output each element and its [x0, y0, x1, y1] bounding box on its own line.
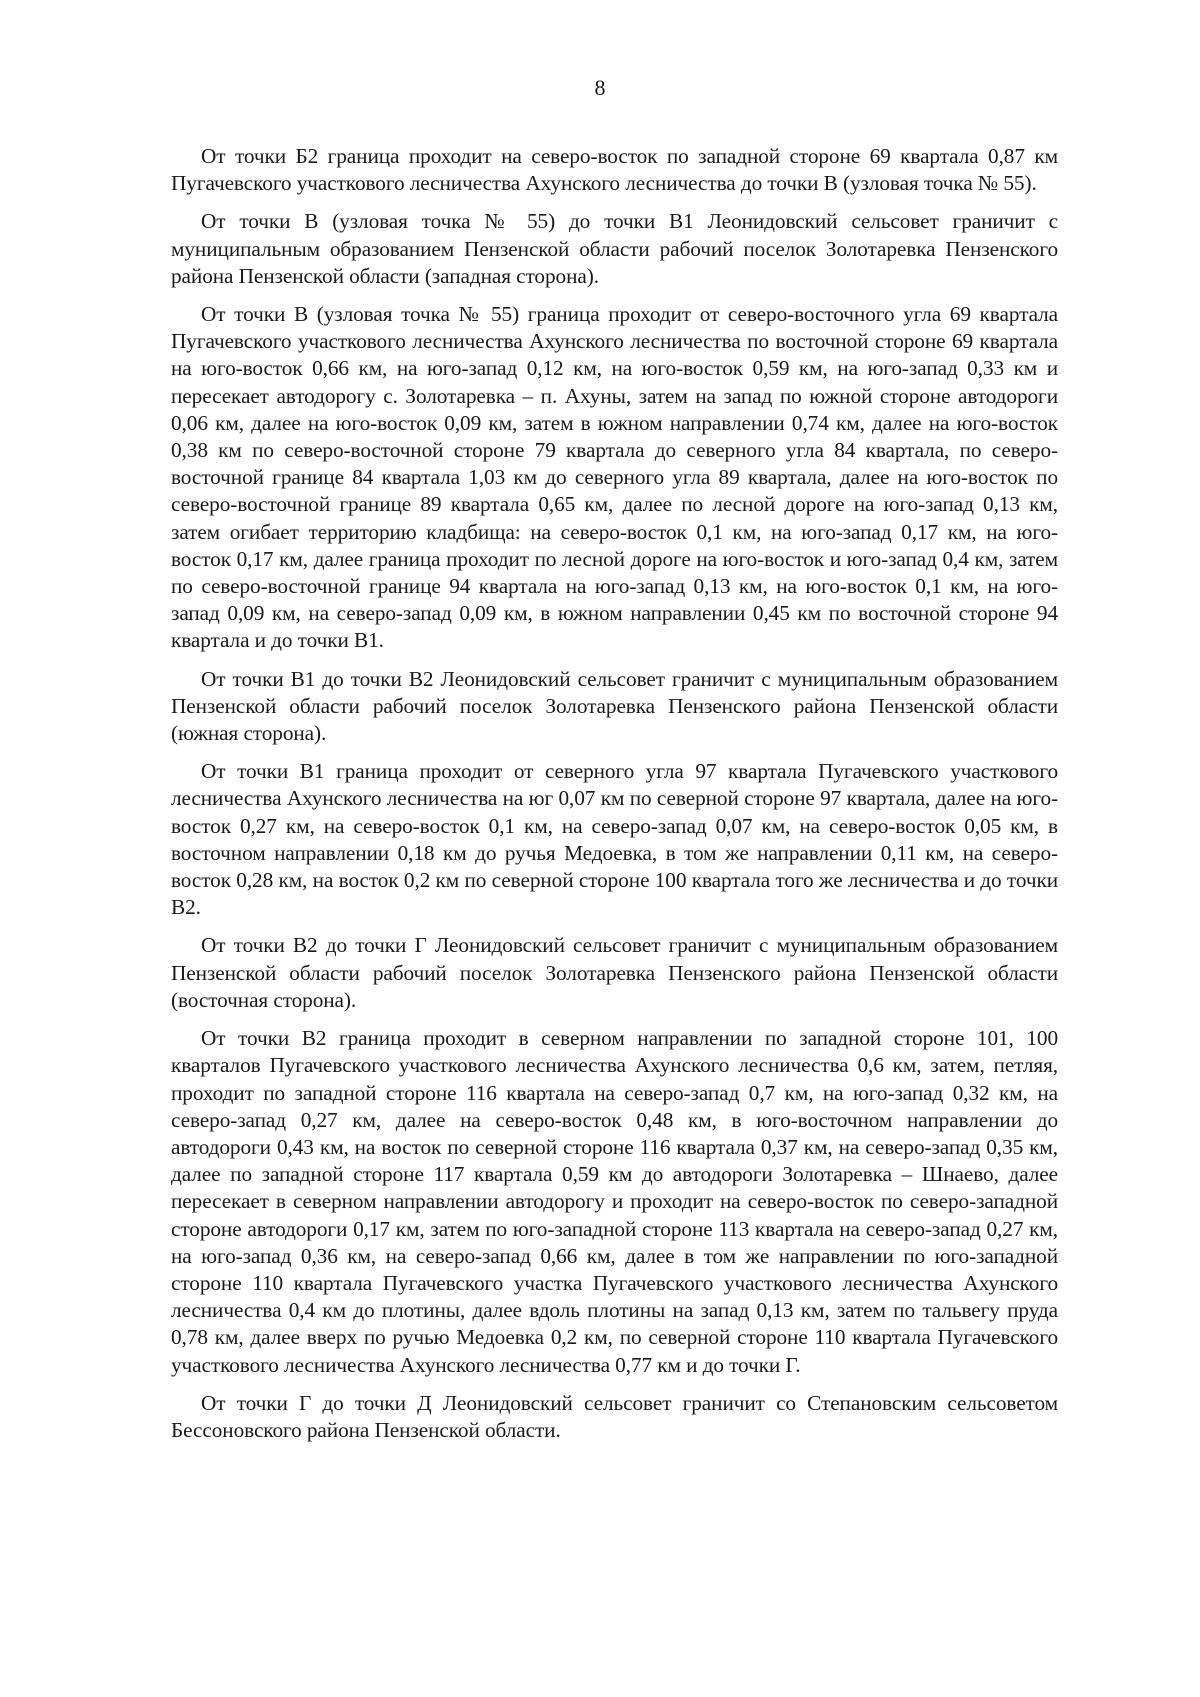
- paragraph-5: От точки В1 граница проходит от северного угла 97 квартала Пугачевского участкового лесничества Ахунского лесничества на юг 0,07 км по северной стороне 97 квартала, далее на юго-восток 0,27 км, на северо-восток 0,1 км, на северо-запад 0,07 км, на северо-восток 0,05 км, в восточном направлении 0,18 км до ручья Медоевка, в том же направлении 0,11 км, на северо-восток 0,28 км, на восток 0,2 км по северной стороне 100 квартала того же лесничества и до точки В2.: [171, 759, 1058, 920]
- paragraph-4: От точки В1 до точки В2 Леонидовский сельсовет граничит с муниципальным образованием Пензенской области рабочий поселок Золотаревка Пензенского района Пензенской области (южная сторона).: [171, 666, 1058, 746]
- page-number: 8: [594, 75, 606, 100]
- paragraph-7: От точки В2 граница проходит в северном направлении по западной стороне 101, 100 кварталов Пугачевского участкового лесничества Ахунского лесничества 0,6 км, затем, петляя, проходит по западной стороне 116 квартала на северо-запад 0,7 км, на юго-запад 0,32 км, на северо-запад 0,27 км, далее на северо-восток 0,48 км, в юго-восточном направлении до автодороги 0,43 км, на восток по северной стороне 116 квартала 0,37 км, на северо-запад 0,35 км, далее по западной стороне 117 квартала 0,59 км до автодороги Золотаревка – Шнаево, далее пересекает в северном направлении автодорогу и проходит на северо-восток по северо-западной стороне автодороги 0,17 км, затем по юго-западной стороне 113 квартала на северо-запад 0,27 км, на юго-запад 0,36 км, на северо-запад 0,66 км, далее в том же направлении по юго-западной стороне 110 квартала Пугачевского участка Пугачевского участкового лесничества Ахунского лесничества 0,4 км до плотины, далее вдоль плотины на запад 0,13 км, затем по тальвегу пруда 0,78 км, далее вверх по ручью Медоевка 0,2 км, по северной стороне 110 квартала Пугачевского участкового лесничества Ахунского лесничества 0,77 км и до точки Г.: [171, 1026, 1058, 1377]
- paragraph-3: От точки В (узловая точка № 55) граница проходит от северо-восточного угла 69 квартала Пугачевского участкового лесничества Ахунского лесничества по восточной стороне 69 квартала на юго-восток 0,66 км, на юго-запад 0,12 км, на юго-восток 0,59 км, на юго-запад 0,33 км и пересекает автодорогу с. Золотаревка – п. Ахуны, затем на запад по южной стороне автодороги 0,06 км, далее на юго-восток 0,09 км, затем в южном направлении 0,74 км, далее на юго-восток 0,38 км по северо-восточной стороне 79 квартала до северного угла 84 квартала, по северо-восточной границе 84 квартала 1,03 км до северного угла 89 квартала, далее на юго-восток по северо-восточной границе 89 квартала 0,65 км, далее по лесной дороге на юго-запад 0,13 км, затем огибает территорию кладбища: на северо-восток 0,1 км, на юго-запад 0,17 км, на юго-восток 0,17 км, далее граница проходит по лесной дороге на юго-восток и юго-запад 0,4 км, затем по северо-восточной границе 94 квартала на юго-запад 0,13 км, на юго-восток 0,1 км, на юго-запад 0,09 км, на северо-запад 0,09 км, в южном направлении 0,45 км по восточной стороне 94 квартала и до точки В1.: [171, 302, 1058, 653]
- document-body: [171, 143, 1058, 1455]
- paragraph-2: От точки В (узловая точка № 55) до точки В1 Леонидовский сельсовет граничит с муниципальным образованием Пензенской области рабочий поселок Золотаревка Пензенского района Пензенской области (западная сторона).: [171, 209, 1058, 288]
- paragraph-1: От точки Б2 граница проходит на северо-восток по западной стороне 69 квартала 0,87 км Пугачевского участкового лесничества Ахунского лесничества до точки В (узловая точка № 55).: [171, 144, 1058, 196]
- paragraph-6: От точки В2 до точки Г Леонидовский сельсовет граничит с муниципальным образованием Пензенской области рабочий поселок Золотаревка Пензенского района Пензенской области (восточная сторона).: [171, 933, 1058, 1012]
- paragraph-8: От точки Г до точки Д Леонидовский сельсовет граничит со Степановским сельсоветом Бессоновского района Пензенской области.: [171, 1390, 1058, 1442]
